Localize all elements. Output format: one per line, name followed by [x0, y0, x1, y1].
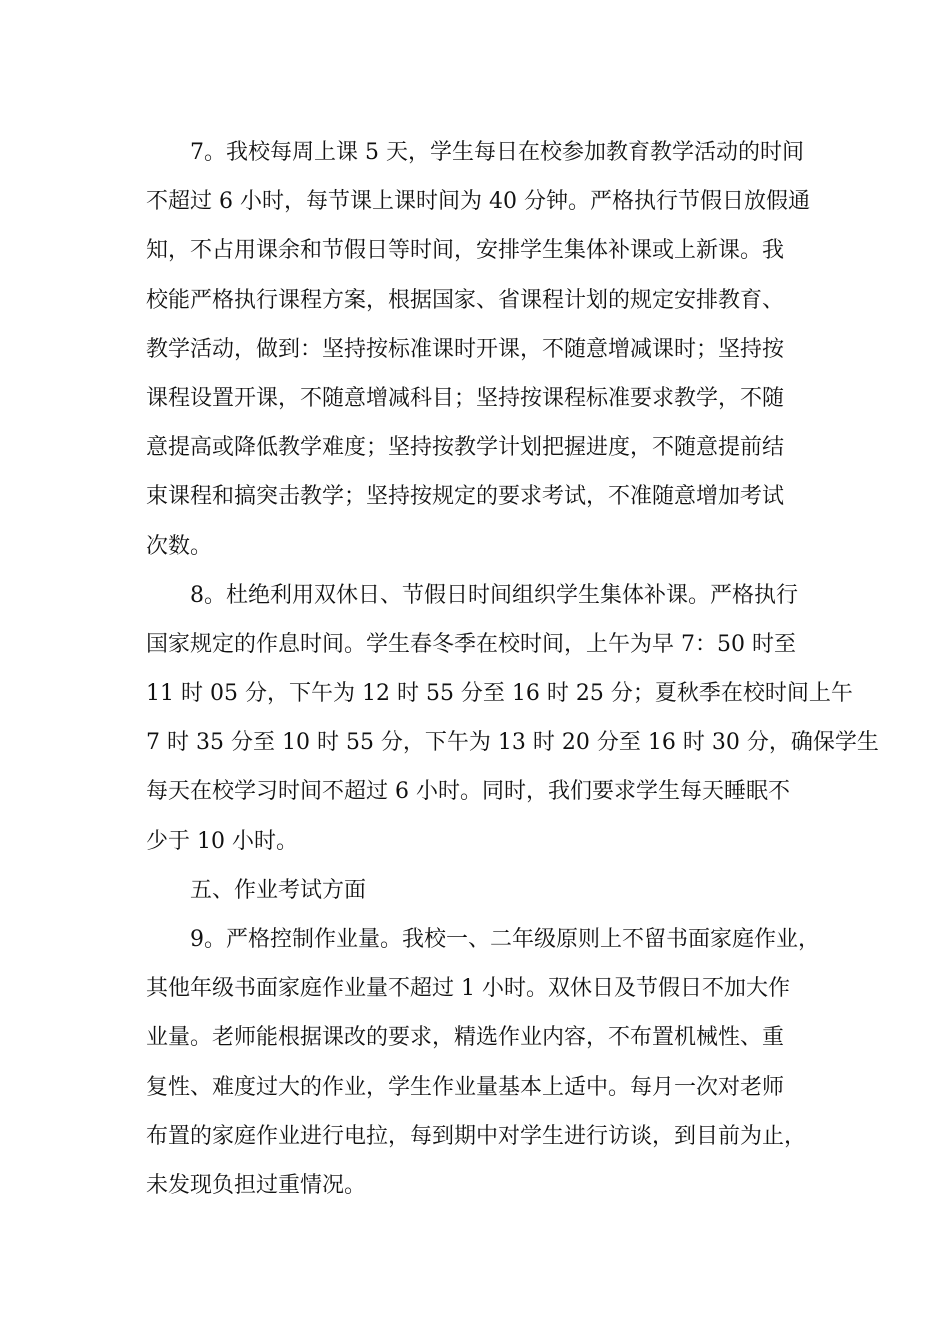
paragraph-7-line-3: 知，不占用课余和节假日等时间，安排学生集体补课或上新课。我 — [146, 238, 785, 264]
paragraph-9-line-1: 9。严格控制作业量。我校一、二年级原则上不留书面家庭作业， — [190, 927, 820, 952]
paragraph-7-line-5: 教学活动，做到：坚持按标准课时开课，不随意增减课时；坚持按 — [146, 336, 785, 362]
paragraph-7-line-4: 校能严格执行课程方案，根据国家、省课程计划的规定安排教育、 — [146, 287, 785, 313]
paragraph-9-line-6: 未发现负担过重情况。 — [146, 1172, 367, 1198]
paragraph-7-line-9: 次数。 — [146, 533, 213, 559]
paragraph-7-line-6: 课程设置开课，不随意增减科目；坚持按课程标准要求教学，不随 — [146, 385, 785, 411]
paragraph-7-line-1: 7。我校每周上课 5 天，学生每日在校参加教育教学活动的时间 — [190, 140, 804, 165]
paragraph-7-line-8: 束课程和搞突击教学；坚持按规定的要求考试，不准随意增加考试 — [146, 484, 785, 510]
paragraph-8-line-4: 7 时 35 分至 10 时 55 分，下午为 13 时 20 分至 16 时 30 分，确保学生 — [146, 730, 879, 756]
paragraph-8-line-2: 国家规定的作息时间。学生春冬季在校时间，上午为早 7：50 时至 — [146, 631, 796, 657]
document-body — [146, 128, 879, 1210]
paragraph-8-line-5: 每天在校学习时间不超过 6 小时。同时，我们要求学生每天睡眠不 — [146, 779, 790, 805]
paragraph-9-line-2: 其他年级书面家庭作业量不超过 1 小时。双休日及节假日不加大作 — [146, 976, 790, 1002]
paragraph-9-line-3: 业量。老师能根据课改的要求，精选作业内容，不布置机械性、重 — [146, 1025, 785, 1051]
paragraph-8-line-1: 8。杜绝利用双休日、节假日时间组织学生集体补课。严格执行 — [190, 582, 798, 608]
paragraph-9-line-4: 复性、难度过大的作业，学生作业量基本上适中。每月一次对老师 — [146, 1074, 785, 1100]
paragraph-8-line-3: 11 时 05 分，下午为 12 时 55 分至 16 时 25 分；夏秋季在校时间上午 — [146, 681, 853, 707]
section-heading: 五、作业考试方面 — [190, 877, 367, 903]
paragraph-7-line-2: 不超过 6 小时，每节课上课时间为 40 分钟。严格执行节假日放假通 — [146, 189, 810, 215]
paragraph-8-line-6: 少于 10 小时。 — [146, 828, 298, 854]
paragraph-9-line-5: 布置的家庭作业进行电拉，每到期中对学生进行访谈，到目前为止， — [146, 1123, 807, 1149]
paragraph-7-line-7: 意提高或降低教学难度；坚持按教学计划把握进度，不随意提前结 — [146, 435, 785, 461]
